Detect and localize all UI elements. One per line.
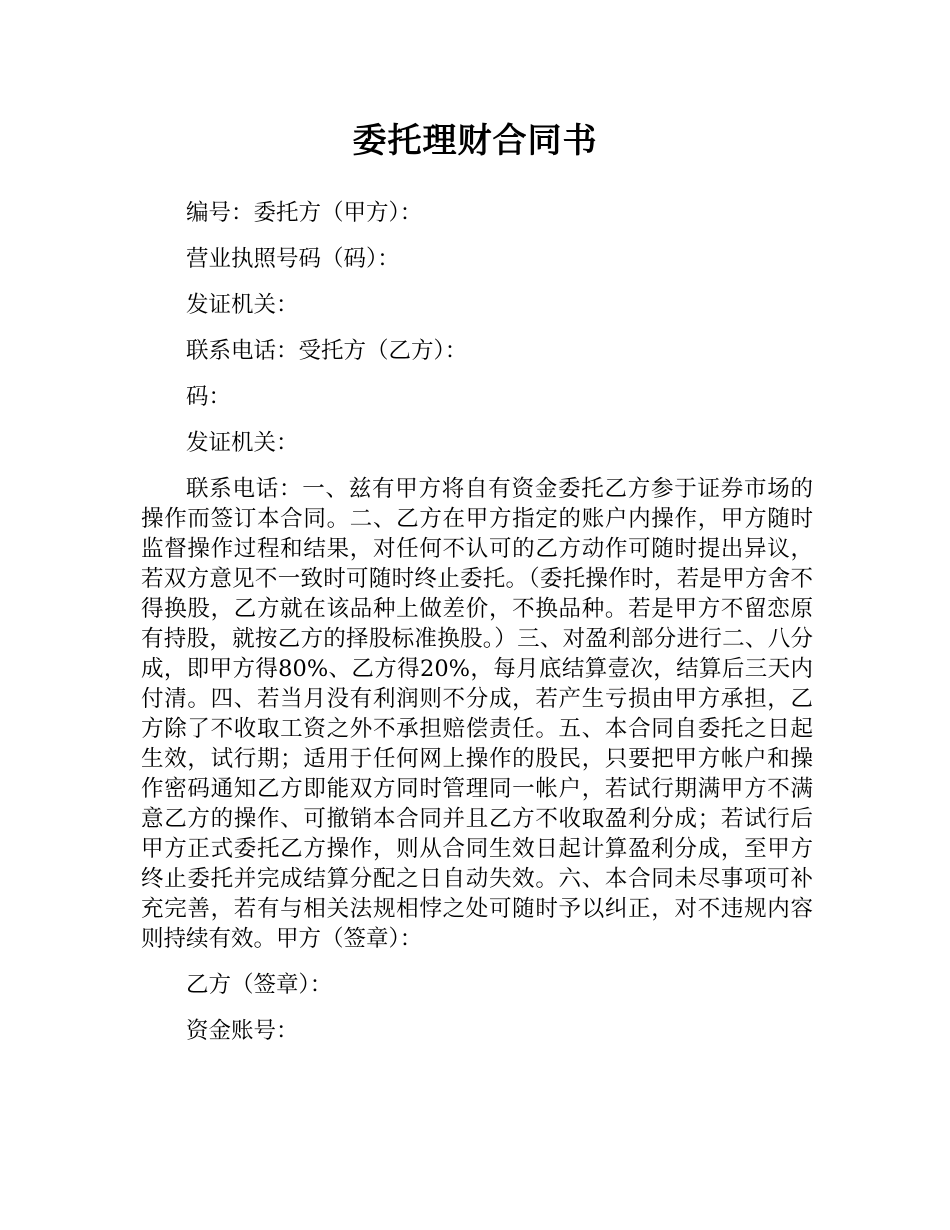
paragraph-contract-terms: 联系电话：一、兹有甲方将自有资金委托乙方参于证券市场的操作而签订本合同。二、乙方在甲方指定的账户内操作，甲方随时监督操作过程和结果，对任何不认可的乙方动作可随时提出异议，若双方意见不一致时可随时终止委托。（委托操作时，若是甲方舍不得换股，乙方就在该品种上做差价，不换品种。若是甲方不留恋原有持股，就按乙方的择股标准换股。）三、对盈利部分进行二、八分成，即甲方得80%、乙方得20%，每月底结算壹次，结算后三天内付清。四、若当月没有利润则不分成，若产生亏损由甲方承担，乙方除了不收取工资之外不承担赔偿责任。五、本合同自委托之日起生效，试行期；适用于任何网上操作的股民，只要把甲方帐户和操作密码通知乙方即能双方同时管理同一帐户，若试行期满甲方不满意乙方的操作、可撤销本合同并且乙方不收取盈利分成；若试行后甲方正式委托乙方操作，则从合同生效日起计算盈利分成，至甲方终止委托并完成结算分配之日自动失效。六、本合同未尽事项可补充完善，若有与相关法规相悖之处可随时予以纠正，对不违规内容则持续有效。甲方（签章）： [141, 476, 813, 952]
paragraph-code: 码： [186, 384, 232, 410]
paragraph-party-b-signature: 乙方（签章）： [186, 972, 333, 998]
paragraph-license-number: 营业执照号码（码）： [186, 246, 400, 272]
paragraph-issuing-authority-a: 发证机关： [186, 292, 299, 318]
paragraph-issuing-authority-b: 发证机关： [186, 430, 299, 456]
paragraph-contract-number: 编号：委托方（甲方）： [186, 200, 423, 226]
paragraph-fund-account: 资金账号： [186, 1018, 299, 1044]
document-body [141, 198, 813, 1062]
paragraph-phone-trustee: 联系电话：受托方（乙方）： [186, 338, 468, 364]
document-title: 委托理财合同书 [352, 121, 598, 161]
